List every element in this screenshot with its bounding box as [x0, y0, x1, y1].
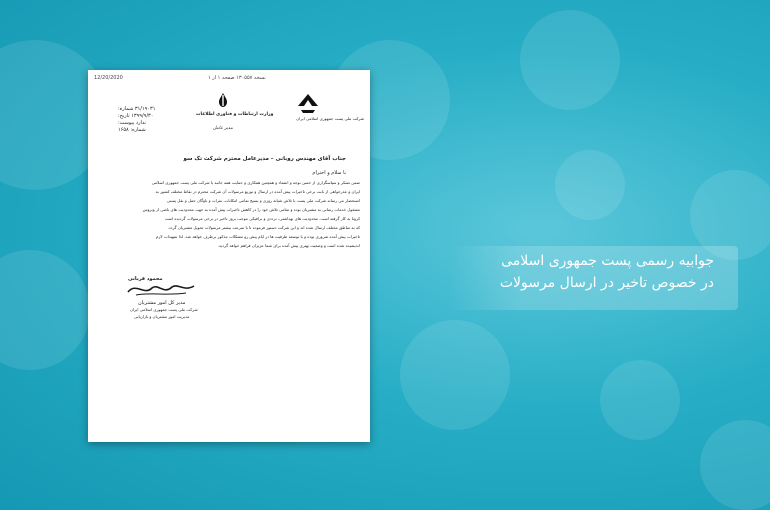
- official-letter: [88, 70, 370, 442]
- attachment: [118, 120, 146, 126]
- body-line: مشغول خدمات رسانی به مشتریان بوده و تمامی تلاش خود را در کاهش تاخیرات پیش آمده به جهت محدودیت های ناشی از ویروس: [142, 207, 360, 212]
- ref-number-label: شماره:: [118, 106, 134, 112]
- sub-heading: مدیر عامل: [213, 126, 233, 131]
- caption-line-1: جوابیه رسمی پست جمهوری اسلامی: [501, 253, 714, 269]
- attachment-label: پیوست:: [118, 120, 135, 126]
- signer-title: مدیر کل امور مشتریان: [138, 300, 186, 306]
- letter-body: [110, 180, 360, 252]
- attachment-value: ندارد: [135, 120, 146, 126]
- bokeh-circle: [520, 10, 620, 110]
- company-heading: شرکت ملی پست جمهوری اسلامی ایران: [296, 116, 364, 121]
- top-center-note: نسخه ۱۳۰۵۵۷ صفحه ۱ از ۱: [208, 75, 266, 81]
- letter-date: [118, 113, 153, 119]
- ref-number: [118, 106, 155, 112]
- ref-number-value: ۳۱/۱۹۰۳۱: [134, 106, 156, 112]
- ministry-heading: وزارت ارتباطات و فناوری اطلاعات: [196, 112, 274, 117]
- letter-date-value: ۱۳۹۹/۹/۳۰: [131, 113, 154, 119]
- bokeh-circle: [600, 360, 680, 440]
- body-line: کرونا به کار گرفته است. محدودیت های بهداشتی، ترددی و ترافیکی موجب بروز تاخیر در برخی مرسولات گردیده است: [164, 216, 360, 221]
- bokeh-circle: [700, 420, 770, 510]
- extra-number: [118, 127, 146, 133]
- letter-date-label: تاریخ:: [118, 113, 130, 119]
- extra-number-label: شماره:: [130, 127, 146, 133]
- iran-emblem-icon: [216, 92, 230, 108]
- caption-line-2: در خصوص تاخیر در ارسال مرسولات: [499, 275, 714, 291]
- body-line: ضمن تشکر و سپاسگزاری از حسن توجه و اعتماد و همچنین همکاری و حمایت همه جانبه با شرکت ملی پست جمهوری اسلامی: [151, 180, 360, 185]
- bokeh-circle: [400, 320, 510, 430]
- bokeh-circle: [555, 150, 625, 220]
- greeting: با سلام و احترام: [312, 170, 346, 176]
- signer-extra: مدیریت امور مشتریان و بازاریابی: [134, 314, 190, 319]
- caption-banner: [448, 246, 738, 310]
- recipient: جناب آقای مهندس روبانی – مدیرعامل محترم شرکت تک سو: [183, 156, 346, 162]
- top-left-date: 12/20/2020: [94, 75, 123, 81]
- body-line: استحضار می رساند شرکت ملی پست با تلاش شبانه روزی و بسیج تمامی امکانات، نفرات و ناوگان حمل و نقل پستی: [166, 198, 360, 203]
- signature-icon: [126, 280, 196, 298]
- post-logo-icon: [296, 92, 320, 114]
- body-line: ایران و عذرخواهی از بابت برخی تاخیرات پیش آمده در ارسال و توزیع مرسولات آن شرکت محترم در نقاط مختلف کشور به: [155, 189, 360, 194]
- body-line: اندیشیده شده است و وضعیت بهتری پیش آمده برای شما عزیزان فراهم خواهد گردید.: [217, 243, 360, 248]
- bokeh-circle: [0, 250, 90, 370]
- signer-sub: شرکت ملی پست جمهوری اسلامی ایران: [130, 307, 198, 312]
- extra-number-value: ۱۶۵۸: [118, 127, 129, 133]
- body-line: که به مناطق مختلف ارسال شده اند و این شرکت دستور فرموده تا با سرعت بیشتر مرسولات تحویل مشتریان گردد.: [167, 225, 360, 230]
- body-line: تاخیرات پیش آمده ضروری بوده و با توسعه ظرفیت ها در ایام پیش رو مشکلات مذکور برطرف خواهد شد. لذا تمهیدات لازم: [155, 234, 360, 239]
- signer-name: محمود قربانی: [128, 276, 163, 282]
- caption-text: [464, 250, 714, 294]
